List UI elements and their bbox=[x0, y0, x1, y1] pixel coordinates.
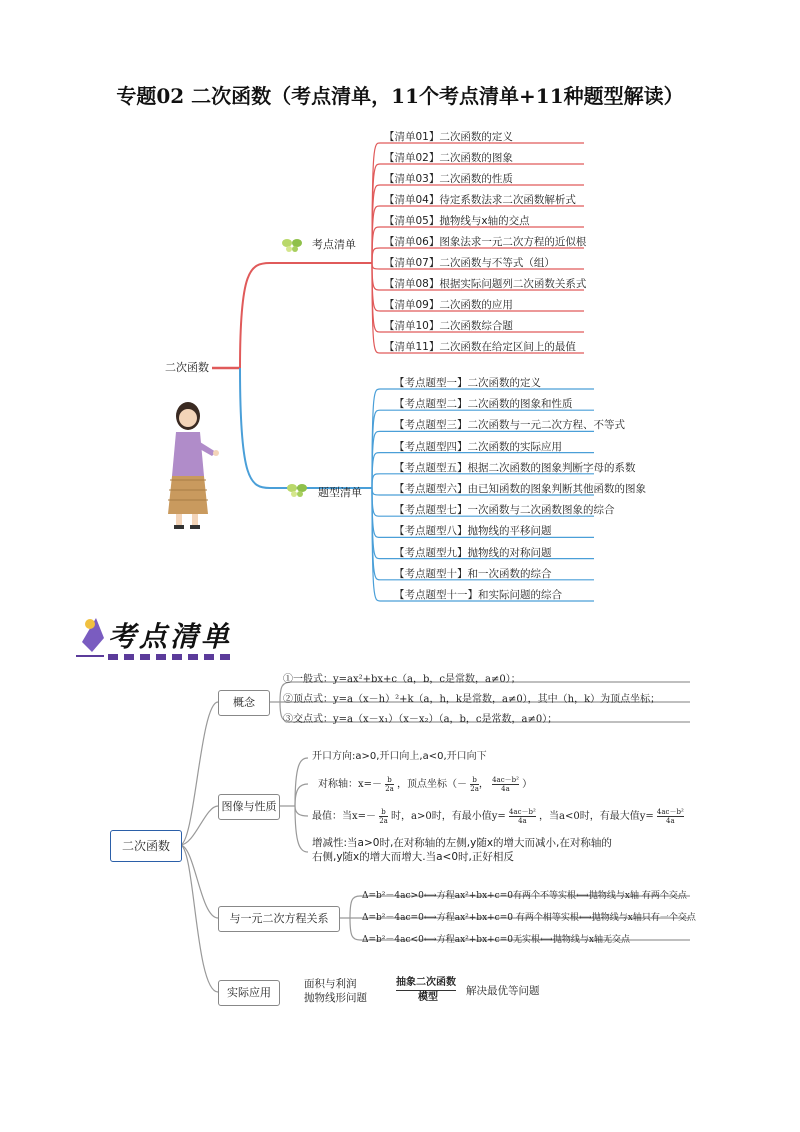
discriminant-line: Δ=b²－4ac=0⟷方程ax²+bx+c=0 有两个相等实根⟷抛物线与x轴只有一个交点 bbox=[362, 913, 696, 923]
node-equation-relation: 与一元二次方程关系 bbox=[218, 906, 340, 932]
branch-tixing-label: 题型清单 bbox=[318, 486, 362, 499]
monotonicity: 增减性:当a>0时,在对称轴的左侧,y随x的增大而减小,在对称轴的右侧,y随x的增大而增大.当a<0时,正好相反 bbox=[312, 837, 612, 863]
axis-of-symmetry: 对称轴：x=－ $\frac{b}{2a}$ ，顶点坐标（－ $\frac{b}{2a}$ ， $\frac{\text{4ac－b²}}{4a}$ ） bbox=[318, 776, 533, 793]
opening-direction: 开口方向:a>0,开口向上,a<0,开口向下 bbox=[312, 751, 487, 762]
node-application: 实际应用 bbox=[218, 980, 280, 1006]
page-title: 专题02 二次函数（考点清单，11个考点清单+11种题型解读） bbox=[116, 84, 684, 108]
application-parabola: 抛物线形问题 bbox=[304, 992, 367, 1004]
extreme-value: 最值：当x=－ $\frac{b}{2a}$ 时，a>0时，有最小值y= $\frac{\text{4ac－b²}}{4a}$ ，当a<0时，有最大值y= $\frac{\text{4ac－b²}}{4a}$ bbox=[312, 808, 684, 825]
concept-line: ②顶点式：y=a（x－h）²+k（a，h，k是常数，a≠0），其中（h，k）为顶点坐标； bbox=[283, 694, 661, 705]
kaodian-item: 【清单11】二次函数在给定区间上的最值 bbox=[384, 341, 576, 353]
discriminant-line: Δ=b²－4ac>0⟷方程ax²+bx+c=0有两个不等实根⟷抛物线与x轴 有两个交点 bbox=[362, 891, 687, 901]
abstract-model-bottom: 模型 bbox=[418, 992, 438, 1003]
tixing-item: 【考点题型一】二次函数的定义 bbox=[394, 377, 541, 389]
tixing-item: 【考点题型九】抛物线的对称问题 bbox=[394, 546, 552, 559]
tixing-item: 【考点题型七】一次函数与二次函数图象的综合 bbox=[394, 504, 615, 517]
teacher-illustration bbox=[168, 402, 219, 529]
kaodian-item: 【清单08】根据实际问题列二次函数关系式 bbox=[384, 278, 587, 290]
concept-line: ③交点式：y=a（x－x₁）（x－x₂）（a，b，c是常数，a≠0）； bbox=[283, 714, 558, 725]
application-area-profit: 面积与利润 bbox=[304, 978, 357, 990]
node-graph-properties: 图像与性质 bbox=[218, 794, 280, 820]
butterfly-icon bbox=[282, 239, 302, 252]
kaodian-item: 【清单07】二次函数与不等式（组） bbox=[384, 257, 555, 269]
concept-line: ①一般式：y=ax²+bx+c（a，b，c是常数，a≠0）； bbox=[283, 674, 521, 685]
tixing-item: 【考点题型三】二次函数与一元二次方程、不等式 bbox=[394, 419, 625, 432]
tixing-item: 【考点题型四】二次函数的实际应用 bbox=[394, 440, 562, 453]
discriminant-line: Δ=b²－4ac<0⟷方程ax²+bx+c=0无实根⟷抛物线与x轴无交点 bbox=[362, 935, 630, 945]
kaodian-item: 【清单09】二次函数的应用 bbox=[384, 299, 513, 311]
kaodian-item: 【清单04】待定系数法求二次函数解析式 bbox=[384, 194, 576, 206]
butterfly-icon bbox=[287, 484, 307, 497]
mindmap-2-root: 二次函数 bbox=[110, 830, 182, 862]
tixing-item: 【考点题型十一】和实际问题的综合 bbox=[394, 589, 562, 601]
tixing-item: 【考点题型二】二次函数的图象和性质 bbox=[394, 398, 573, 411]
node-concept: 概念 bbox=[218, 690, 270, 716]
tixing-item: 【考点题型六】由已知函数的图象判断其他函数的图象 bbox=[394, 483, 646, 495]
application-solve: 解决最优等问题 bbox=[466, 985, 540, 997]
kaodian-item: 【清单06】图象法求一元二次方程的近似根 bbox=[384, 236, 587, 248]
kaodian-item: 【清单05】抛物线与x轴的交点 bbox=[384, 215, 530, 227]
tixing-item: 【考点题型五】根据二次函数的图象判断字母的系数 bbox=[394, 461, 636, 474]
kaodian-item: 【清单10】二次函数综合题 bbox=[384, 320, 513, 332]
branch-kaodian-label: 考点清单 bbox=[312, 238, 356, 251]
section-banner: 考点清单 bbox=[108, 620, 233, 653]
mindmap-1-root: 二次函数 bbox=[165, 361, 209, 374]
abstract-model-top: 抽象二次函数 bbox=[396, 976, 456, 991]
kaodian-item: 【清单03】二次函数的性质 bbox=[384, 173, 513, 185]
kaodian-item: 【清单02】二次函数的图象 bbox=[384, 152, 513, 164]
tixing-item: 【考点题型十】和一次函数的综合 bbox=[394, 567, 552, 580]
kaodian-item: 【清单01】二次函数的定义 bbox=[384, 131, 513, 143]
tixing-item: 【考点题型八】抛物线的平移问题 bbox=[394, 525, 552, 538]
